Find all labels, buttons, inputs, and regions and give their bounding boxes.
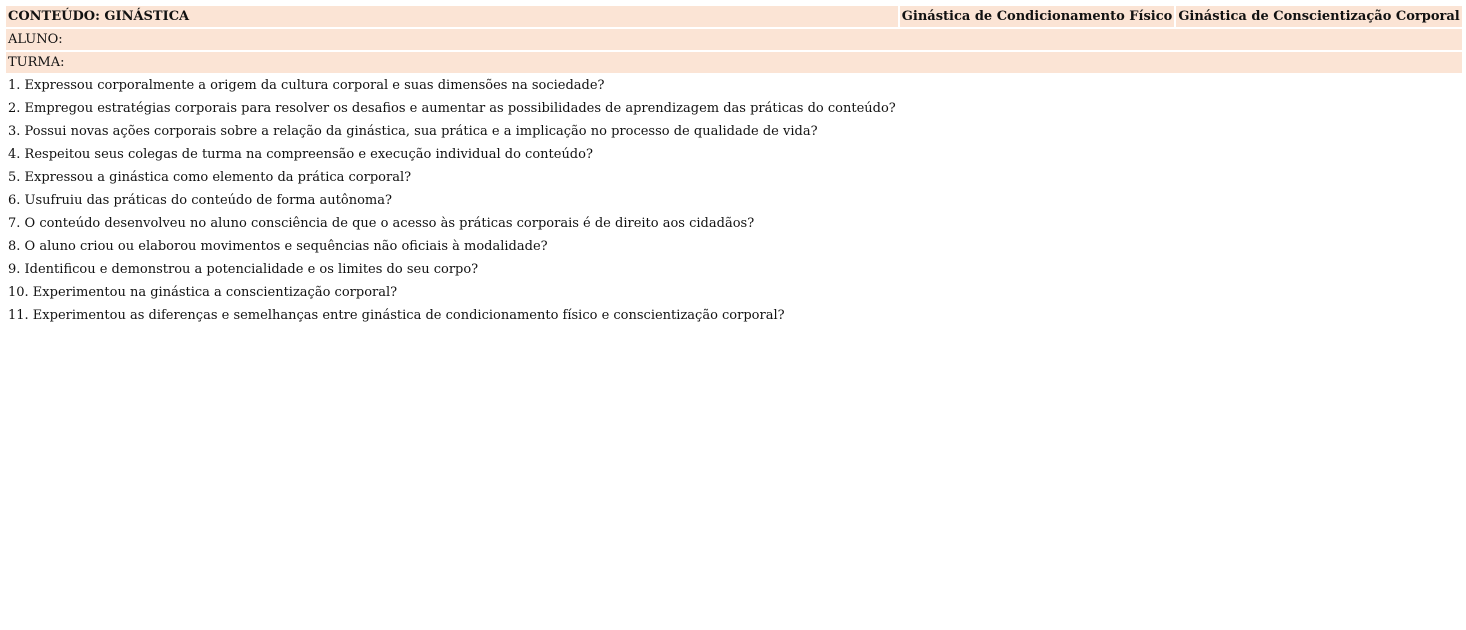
answer-cell-awareness[interactable]	[1176, 213, 1461, 234]
question-row	[6, 190, 1462, 211]
answer-cell-awareness[interactable]	[1176, 167, 1461, 188]
class-label: TURMA:	[6, 52, 1462, 73]
answer-cell-conditioning[interactable]	[900, 282, 1175, 303]
question-text: 7. O conteúdo desenvolveu no aluno consciência de que o acesso às práticas corporais é de direito aos cidadãos?	[6, 213, 898, 234]
header-row	[6, 6, 1462, 27]
question-text: 1. Expressou corporalmente a origem da cultura corporal e suas dimensões na sociedade?	[6, 75, 898, 96]
question-text: 10. Experimentou na ginástica a conscientização corporal?	[6, 282, 898, 303]
question-row	[6, 98, 1462, 119]
question-row	[6, 121, 1462, 142]
answer-cell-conditioning[interactable]	[900, 259, 1175, 280]
question-row	[6, 75, 1462, 96]
question-text: 11. Experimentou as diferenças e semelhanças entre ginástica de condicionamento físico e conscientização corporal?	[6, 305, 898, 326]
answer-cell-awareness[interactable]	[1176, 121, 1461, 142]
answer-cell-awareness[interactable]	[1176, 236, 1461, 257]
question-text: 4. Respeitou seus colegas de turma na compreensão e execução individual do conteúdo?	[6, 144, 898, 165]
question-row	[6, 282, 1462, 303]
class-row	[6, 52, 1462, 73]
question-text: 6. Usufruiu das práticas do conteúdo de forma autônoma?	[6, 190, 898, 211]
question-text: 2. Empregou estratégias corporais para resolver os desafios e aumentar as possibilidades de aprendizagem das práticas do conteúdo?	[6, 98, 898, 119]
question-text: 8. O aluno criou ou elaborou movimentos e sequências não oficiais à modalidade?	[6, 236, 898, 257]
answer-cell-conditioning[interactable]	[900, 75, 1175, 96]
answer-cell-conditioning[interactable]	[900, 213, 1175, 234]
content-title-cell: CONTEÚDO: GINÁSTICA	[6, 6, 898, 27]
question-row	[6, 167, 1462, 188]
answer-cell-conditioning[interactable]	[900, 98, 1175, 119]
answer-cell-conditioning[interactable]	[900, 305, 1175, 326]
answer-cell-awareness[interactable]	[1176, 98, 1461, 119]
answer-cell-awareness[interactable]	[1176, 190, 1461, 211]
question-row	[6, 236, 1462, 257]
column-header-awareness: Ginástica de Conscientização Corporal	[1176, 6, 1461, 27]
evaluation-sheet	[4, 4, 1464, 328]
student-row	[6, 29, 1462, 50]
answer-cell-awareness[interactable]	[1176, 75, 1461, 96]
answer-cell-conditioning[interactable]	[900, 144, 1175, 165]
answer-cell-conditioning[interactable]	[900, 236, 1175, 257]
question-text: 3. Possui novas ações corporais sobre a relação da ginástica, sua prática e a implicação no processo de qualidade de vida?	[6, 121, 898, 142]
answer-cell-conditioning[interactable]	[900, 167, 1175, 188]
answer-cell-conditioning[interactable]	[900, 121, 1175, 142]
question-text: 9. Identificou e demonstrou a potencialidade e os limites do seu corpo?	[6, 259, 898, 280]
column-header-conditioning: Ginástica de Condicionamento Físico	[900, 6, 1175, 27]
student-label: ALUNO:	[6, 29, 1462, 50]
question-row	[6, 213, 1462, 234]
question-text: 5. Expressou a ginástica como elemento da prática corporal?	[6, 167, 898, 188]
answer-cell-awareness[interactable]	[1176, 144, 1461, 165]
answer-cell-awareness[interactable]	[1176, 305, 1461, 326]
question-row	[6, 259, 1462, 280]
question-row	[6, 305, 1462, 326]
answer-cell-conditioning[interactable]	[900, 190, 1175, 211]
question-row	[6, 144, 1462, 165]
answer-cell-awareness[interactable]	[1176, 259, 1461, 280]
answer-cell-awareness[interactable]	[1176, 282, 1461, 303]
